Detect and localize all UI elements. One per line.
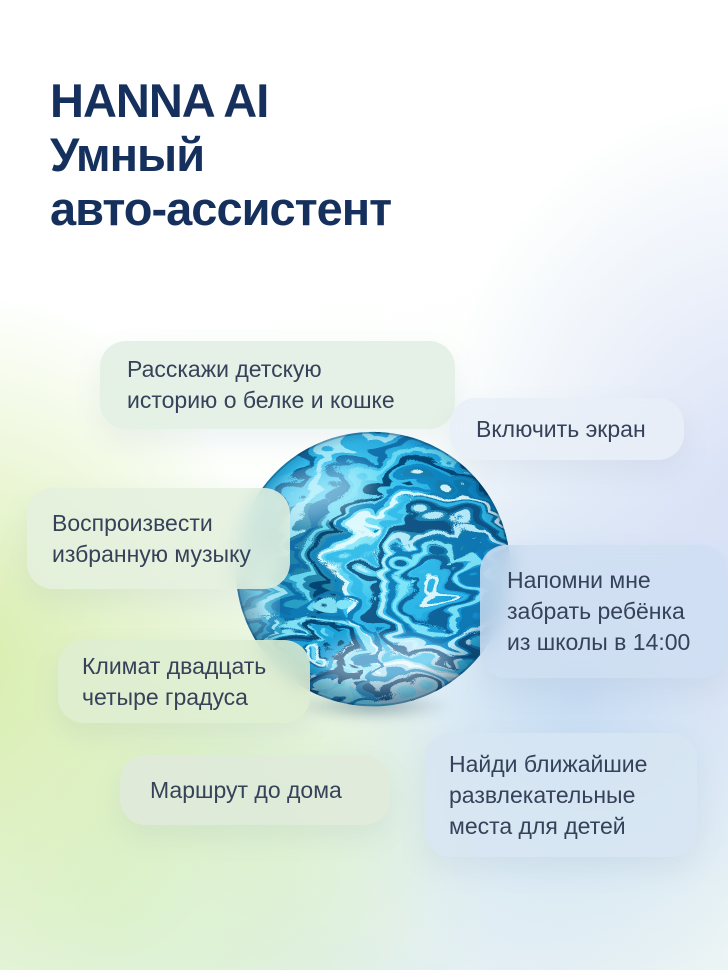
- bubble-text-line: Расскажи детскую: [127, 356, 322, 382]
- page-title: [50, 74, 391, 236]
- title-subtitle-line2: авто-ассистент: [50, 182, 392, 235]
- voice-command-bubble-places: [425, 733, 697, 857]
- bubble-text-line: развлекательные: [449, 781, 636, 808]
- voice-command-bubble-climate: [58, 640, 310, 723]
- title-brand: HANNA AI: [50, 74, 269, 127]
- bubble-text-line: из школы в 14:00: [507, 629, 691, 655]
- voice-command-bubble-music: [27, 488, 290, 589]
- bubble-text-line: историю о белке и кошке: [127, 387, 395, 413]
- voice-command-bubble-route: [120, 755, 390, 825]
- bubble-text-line: избранную музыку: [52, 540, 251, 567]
- bubble-text-line: Напомни мне: [507, 567, 651, 593]
- bubble-text-line: забрать ребёнка: [507, 598, 685, 624]
- bubble-text-line: Маршрут до дома: [150, 776, 342, 803]
- bubble-text-line: места для детей: [449, 812, 626, 839]
- voice-command-bubble-story: [100, 341, 455, 429]
- bubble-text-line: Найди ближайшие: [449, 750, 648, 777]
- bubble-text-line: Включить экран: [476, 415, 646, 442]
- voice-command-bubble-reminder: [480, 545, 727, 678]
- voice-command-bubble-screen: [450, 398, 684, 460]
- title-subtitle-line1: Умный: [50, 128, 205, 181]
- bubble-text-line: четыре градуса: [82, 683, 248, 710]
- bubble-text-line: Воспроизвести: [52, 509, 213, 536]
- bubble-text-line: Климат двадцать: [82, 652, 267, 679]
